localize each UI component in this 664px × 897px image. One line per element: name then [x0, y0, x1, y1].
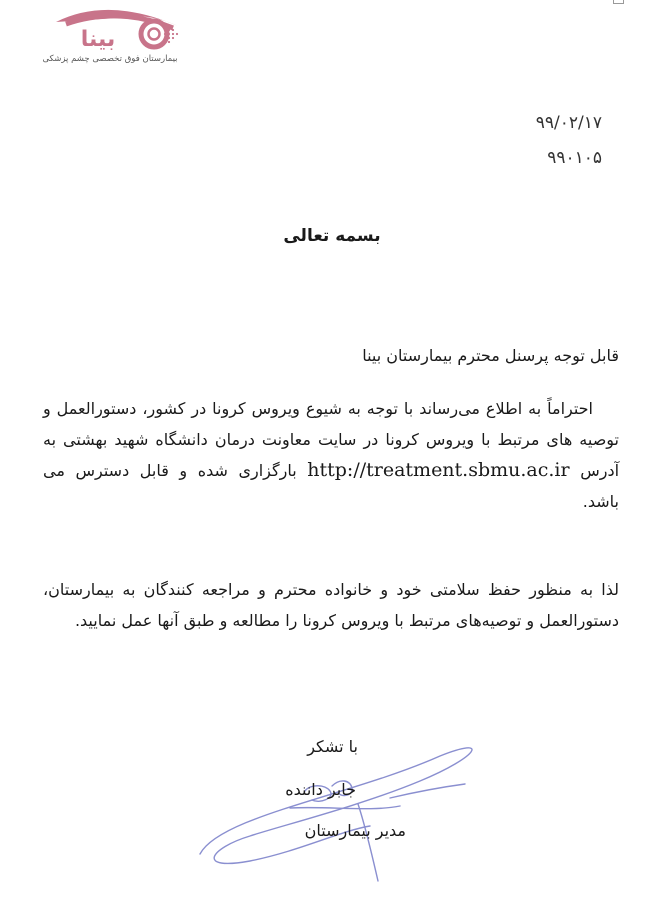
paragraph-1-ending: بارگزاری شده و قابل دسترس می باشد.: [43, 461, 619, 511]
letter-title: بسمه تعالی: [283, 226, 381, 246]
paragraph-1-text: احتراماً به اطلاع می‌رساند با توجه به شیوع ویروس کرونا در کشور، دستورالعمل و توصیه های مرتبط با ویروس کرونا در سایت معاونت درمان دانشگاه شهید بهشتی به آدرس: [43, 399, 620, 480]
handwritten-signature: [190, 736, 490, 886]
signer-name: جابر داننده: [285, 780, 356, 799]
logo-brand-name: بینا: [80, 27, 116, 52]
logo-subtitle: بیمارستان فوق تخصصی چشم پزشکی: [42, 54, 178, 64]
letter-number: ۹۹۰۱۰۵: [547, 148, 602, 168]
letter-paragraph-2: لذا به منظور حفظ سلامتی خود و خانواده محترم و مراجعه کنندگان به بیمارستان، دستورالعمل و توصیه‌های مرتبط با ویروس کرونا را مطالعه و طبق آنها عمل نمایید.: [43, 580, 619, 630]
closing-thanks: با تشکر: [307, 737, 358, 756]
letter-paragraph-1: [43, 393, 619, 517]
signer-role: مدیر بیمارستان: [304, 821, 406, 840]
treatment-url: http://treatment.sbmu.ac.ir: [307, 459, 570, 481]
letter-date: ۹۹/۰۲/۱۷: [535, 113, 602, 133]
page-corner-mark: [613, 0, 624, 4]
letter-addressee: قابل توجه پرسنل محترم بیمارستان بینا: [362, 346, 619, 365]
